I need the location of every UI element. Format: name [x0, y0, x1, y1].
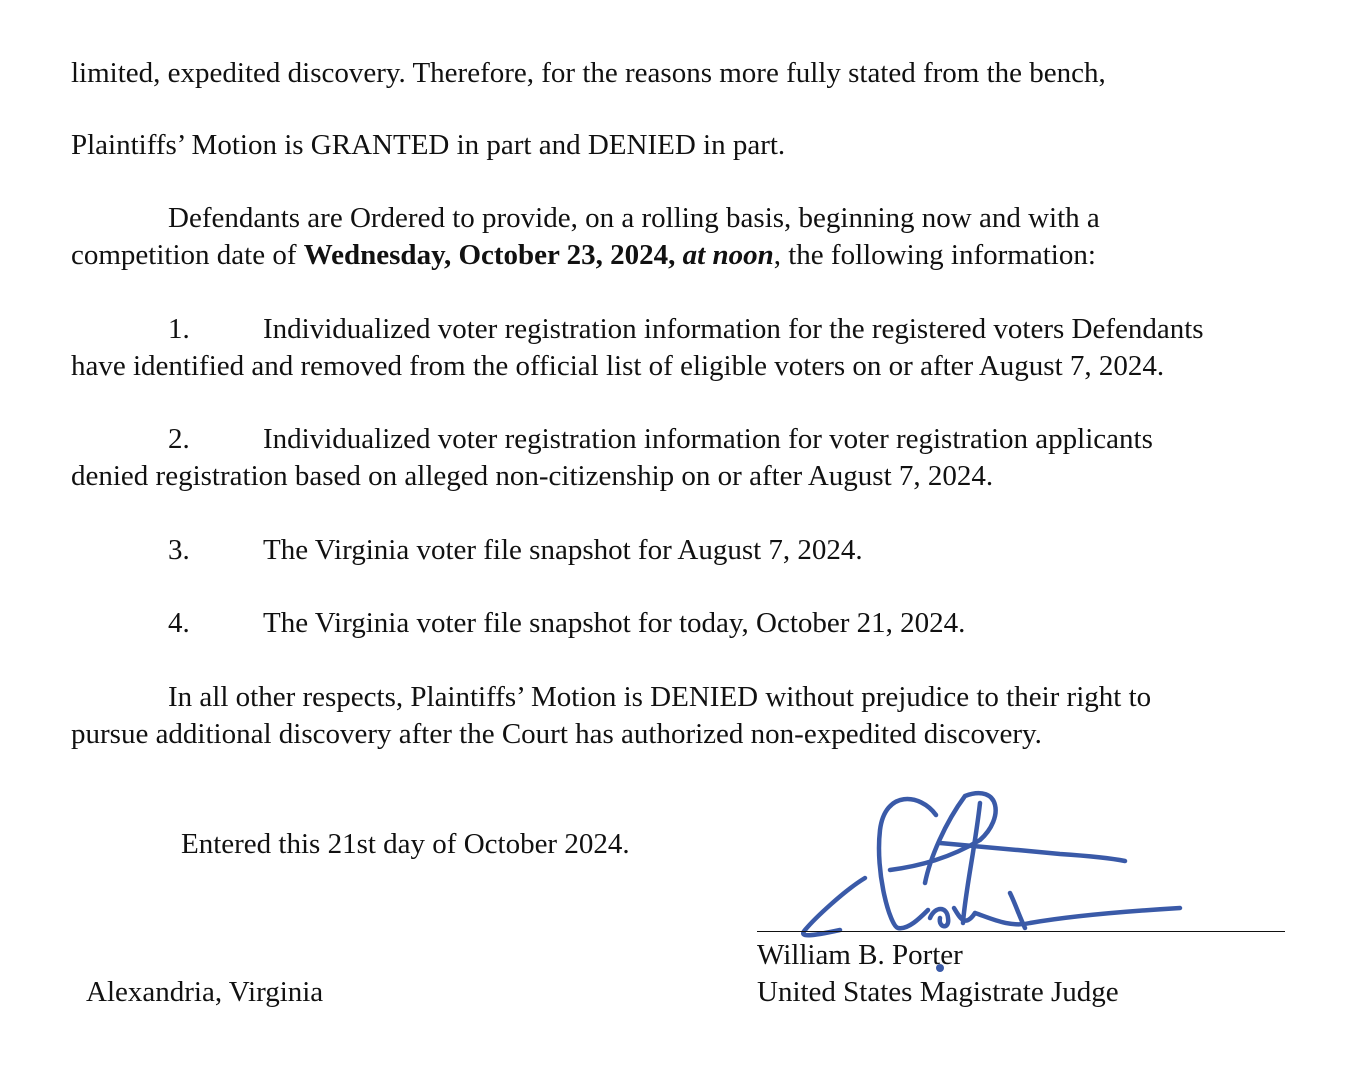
paragraph-2-pre: competition date of [71, 239, 304, 271]
deadline-space [675, 239, 682, 271]
item-1-number: 1. [168, 313, 190, 345]
item-2-line-1: Individualized voter registration information for voter registration applicants [263, 423, 1153, 455]
paragraph-2-post: , the following information: [773, 239, 1096, 271]
paragraph-1-line-2: Plaintiffs’ Motion is GRANTED in part and DENIED in part. [71, 129, 786, 161]
item-1-line-1: Individualized voter registration information for the registered voters Defendants [263, 313, 1204, 345]
paragraph-3-line-2: pursue additional discovery after the Court has authorized non-expedited discovery. [71, 718, 1042, 750]
deadline-time: at noon [682, 239, 774, 271]
entered-date: Entered this 21st day of October 2024. [181, 828, 630, 860]
location: Alexandria, Virginia [86, 976, 324, 1008]
signature-line [757, 931, 1285, 932]
paragraph-1-line-1: limited, expedited discovery. Therefore, for the reasons more fully stated from the bench, [71, 57, 1106, 89]
deadline-date: Wednesday, October 23, 2024, [303, 239, 676, 271]
paragraph-2-line-2 [71, 237, 1096, 273]
judge-name: William B. Porter [757, 939, 963, 971]
item-3-line-1: The Virginia voter file snapshot for August 7, 2024. [263, 534, 863, 566]
paragraph-2-line-1: Defendants are Ordered to provide, on a rolling basis, beginning now and with a [168, 202, 1100, 234]
paragraph-3-line-1: In all other respects, Plaintiffs’ Motion is DENIED without prejudice to their right to [168, 681, 1152, 713]
item-4-line-1: The Virginia voter file snapshot for today, October 21, 2024. [263, 607, 966, 639]
judge-title: United States Magistrate Judge [757, 976, 1119, 1008]
item-2-number: 2. [168, 423, 190, 455]
item-3-number: 3. [168, 534, 190, 566]
item-4-number: 4. [168, 607, 190, 639]
item-1-line-2: have identified and removed from the official list of eligible voters on or after August 7, 2024. [71, 350, 1165, 382]
item-2-line-2: denied registration based on alleged non-citizenship on or after August 7, 2024. [71, 460, 994, 492]
